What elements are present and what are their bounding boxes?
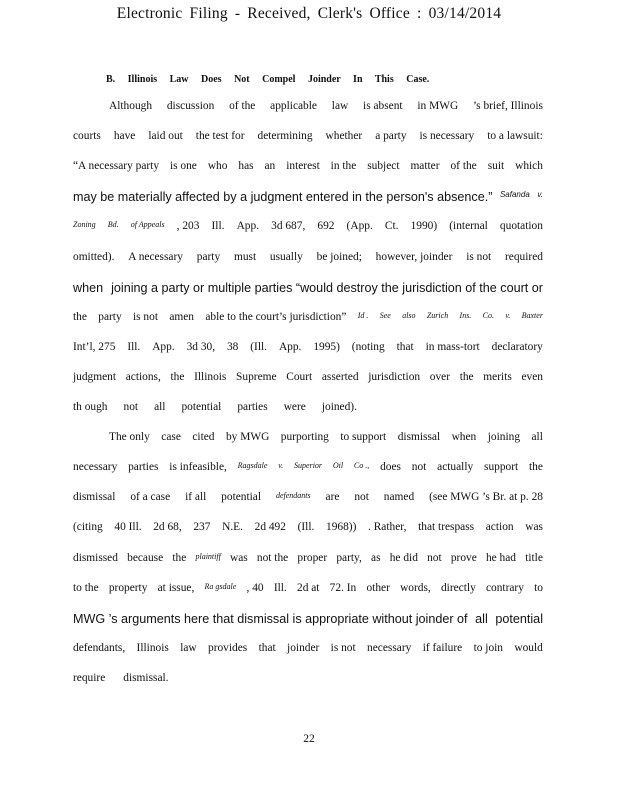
- text-segment: however, joinder: [375, 250, 453, 263]
- text-segment: if all: [185, 491, 207, 504]
- text-line: [73, 431, 543, 443]
- text-segment: in mass-tort: [425, 340, 480, 353]
- text-line: [73, 281, 543, 295]
- text-segment: defendants: [275, 491, 311, 501]
- text-line: [73, 371, 543, 383]
- text-segment: Zoning: [73, 220, 96, 230]
- text-segment: matter: [410, 160, 440, 173]
- page-number: 22: [303, 733, 315, 745]
- text-segment: App.: [278, 340, 302, 353]
- text-segment: dismissal.: [123, 671, 169, 684]
- text-segment: defendants,: [73, 641, 126, 654]
- text-segment: words,: [400, 581, 431, 594]
- section-heading: B. Illinois Law Does Not Compel Joinder In This Case.: [106, 74, 430, 85]
- text-segment: (App.: [346, 220, 373, 233]
- text-segment: other: [366, 581, 390, 594]
- text-segment: Safanda: [499, 190, 530, 200]
- text-segment: The only: [109, 431, 150, 444]
- text-segment: App.: [152, 340, 175, 353]
- text-segment: is absent: [363, 100, 403, 112]
- text-segment: 2d 492: [254, 521, 286, 534]
- text-segment: declaratory: [491, 340, 543, 353]
- text-line: [73, 160, 543, 172]
- text-segment: 38: [226, 340, 239, 353]
- text-segment: is necessary: [419, 130, 475, 143]
- text-segment: ’s brief, Illinois: [473, 100, 543, 112]
- text-segment: which: [515, 160, 543, 173]
- text-segment: MWG ’s arguments here that dismissal is appropriate without joinder of: [73, 611, 468, 626]
- text-segment: dismissal: [73, 491, 116, 504]
- text-segment: of a case: [130, 491, 171, 504]
- text-segment: directly: [440, 581, 476, 594]
- text-line: [73, 311, 543, 323]
- text-segment: required: [505, 250, 543, 263]
- text-segment: (internal: [449, 220, 488, 233]
- text-segment: necessary: [367, 641, 412, 654]
- text-line: [73, 642, 543, 654]
- text-segment: purporting: [280, 431, 329, 444]
- text-segment: would: [514, 641, 543, 654]
- text-line: [73, 672, 543, 684]
- text-segment: may be materially affected by a judgment entered in the person's absence.”: [73, 190, 493, 205]
- text-segment: Co.: [482, 310, 494, 320]
- text-segment: courts: [73, 130, 101, 143]
- text-segment: th ough: [73, 401, 108, 413]
- text-segment: of Appeals: [130, 220, 165, 230]
- text-segment: when: [73, 280, 104, 295]
- text-segment: Illinois: [136, 641, 169, 654]
- text-segment: joined).: [321, 401, 357, 413]
- text-segment: was: [230, 551, 248, 564]
- text-segment: require: [73, 671, 106, 684]
- text-segment: all: [154, 401, 166, 413]
- text-segment: is not: [466, 250, 492, 263]
- text-segment: was: [525, 521, 543, 534]
- text-segment: potential: [221, 491, 262, 504]
- text-segment: dismissed: [73, 551, 118, 564]
- text-segment: the: [172, 551, 187, 564]
- text-segment: in MWG: [417, 100, 459, 112]
- text-segment: as: [371, 551, 381, 564]
- text-segment: determining: [257, 130, 313, 143]
- text-segment: Co .,: [353, 461, 370, 471]
- text-segment: discussion: [166, 100, 215, 112]
- text-segment: Ill.: [273, 581, 287, 594]
- text-segment: that: [396, 340, 414, 353]
- text-segment: be joined;: [316, 250, 362, 263]
- text-segment: (noting: [351, 340, 385, 353]
- text-segment: laid out: [148, 130, 183, 143]
- text-segment: Int’l, 275: [73, 340, 116, 353]
- text-segment: v.: [278, 461, 284, 471]
- text-segment: law: [180, 641, 197, 654]
- text-segment: 2d at: [297, 581, 320, 594]
- text-segment: joinder: [287, 641, 320, 654]
- text-segment: 3d 30,: [186, 340, 216, 353]
- text-segment: law: [331, 100, 349, 112]
- text-segment: able to the court’s jurisdiction”: [205, 310, 347, 323]
- text-line: [73, 190, 543, 204]
- text-segment: (Ill.: [250, 340, 268, 353]
- text-segment: the: [529, 461, 543, 474]
- text-line: [73, 100, 543, 112]
- text-segment: (see MWG ’s Br. at p. 28: [429, 491, 543, 504]
- text-line: [73, 251, 543, 263]
- text-segment: Ra gsdale: [204, 581, 237, 591]
- text-segment: all: [531, 431, 543, 444]
- text-segment: also: [402, 310, 416, 320]
- text-segment: v.: [505, 310, 511, 320]
- text-segment: to support: [340, 431, 387, 444]
- text-segment: subject: [367, 160, 400, 173]
- text-segment: that: [258, 641, 276, 654]
- text-segment: 692: [317, 220, 335, 233]
- text-segment: Ragsdale: [237, 461, 268, 471]
- text-segment: Supreme: [236, 370, 277, 383]
- text-segment: contrary: [485, 581, 524, 594]
- text-segment: 3d 687,: [271, 220, 306, 233]
- text-segment: title: [525, 551, 543, 564]
- text-segment: dismissal: [397, 431, 441, 444]
- text-segment: if failure: [422, 641, 463, 654]
- text-line: [73, 491, 543, 503]
- text-segment: proper: [297, 551, 328, 564]
- text-segment: App.: [236, 220, 260, 233]
- text-segment: because: [127, 551, 164, 564]
- text-segment: the: [170, 370, 185, 383]
- text-segment: named: [383, 491, 415, 504]
- text-segment: 40 Ill.: [114, 521, 142, 534]
- text-segment: not the: [256, 551, 289, 564]
- text-segment: of the: [450, 160, 477, 173]
- text-segment: Ill.: [211, 220, 225, 233]
- text-segment: jurisdiction: [368, 370, 421, 383]
- text-segment: he had: [485, 551, 516, 564]
- text-segment: merits: [483, 370, 512, 383]
- text-segment: an: [264, 160, 276, 173]
- text-segment: Bd.: [107, 220, 119, 230]
- text-segment: not: [411, 461, 427, 474]
- text-line: [73, 341, 543, 353]
- text-segment: to a lawsuit:: [487, 130, 543, 143]
- text-segment: not: [123, 401, 139, 413]
- text-segment: are: [325, 491, 340, 504]
- text-segment: 72. In: [329, 581, 357, 594]
- text-segment: v.: [537, 190, 543, 200]
- text-segment: Illinois: [194, 370, 227, 383]
- text-segment: (citing: [73, 521, 103, 534]
- text-segment: have: [113, 130, 136, 143]
- text-segment: actions,: [125, 370, 161, 383]
- text-segment: interest: [286, 160, 320, 173]
- text-segment: Ill.: [127, 340, 141, 353]
- text-segment: provides: [208, 641, 248, 654]
- text-segment: cited: [192, 431, 215, 444]
- text-segment: A necessary: [128, 250, 183, 263]
- text-segment: 237: [193, 521, 211, 534]
- text-segment: is one: [169, 160, 197, 173]
- text-segment: is not: [330, 641, 356, 654]
- text-segment: in the: [330, 160, 357, 173]
- text-segment: does: [380, 461, 401, 474]
- text-segment: the test for: [195, 130, 245, 143]
- text-segment: party: [98, 310, 122, 323]
- text-segment: Superior: [294, 461, 323, 471]
- text-segment: party,: [336, 551, 362, 564]
- text-segment: 1990): [410, 220, 438, 233]
- text-segment: that trespass: [418, 521, 475, 534]
- text-segment: plaintiff: [195, 551, 221, 561]
- text-line: [73, 552, 543, 564]
- text-segment: actually: [437, 461, 474, 474]
- text-segment: were: [283, 401, 306, 413]
- text-segment: the: [73, 310, 87, 323]
- text-segment: See: [379, 310, 391, 320]
- text-segment: amen: [169, 310, 194, 323]
- text-line: [73, 582, 543, 594]
- text-segment: Ct.: [384, 220, 399, 233]
- text-segment: omitted).: [73, 250, 115, 263]
- text-line: [73, 401, 543, 413]
- text-segment: asserted: [321, 370, 359, 383]
- text-segment: joining a party or multiple parties “would destroy the jurisdiction of the court or: [111, 280, 543, 295]
- text-segment: 1995): [313, 340, 340, 353]
- text-segment: potential: [495, 611, 543, 626]
- text-segment: 1968)): [326, 521, 357, 534]
- text-segment: (Ill.: [297, 521, 315, 534]
- text-segment: to join: [473, 641, 504, 654]
- text-segment: quotation: [499, 220, 543, 233]
- text-segment: is not: [132, 310, 158, 323]
- text-segment: is infeasible,: [169, 461, 227, 474]
- text-segment: to the: [73, 581, 99, 594]
- text-segment: , 203: [176, 220, 200, 233]
- text-segment: joining: [487, 431, 521, 444]
- text-segment: support: [484, 461, 519, 474]
- text-line: [73, 521, 543, 533]
- text-segment: action: [485, 521, 514, 534]
- text-segment: Baxter: [521, 310, 543, 320]
- text-segment: property: [108, 581, 148, 594]
- text-segment: parties: [128, 461, 159, 474]
- text-segment: , 40: [246, 581, 264, 594]
- text-segment: Oil: [332, 461, 344, 471]
- text-line: [73, 461, 543, 473]
- text-segment: Although: [109, 100, 153, 112]
- text-segment: Court: [286, 370, 313, 383]
- text-segment: even: [521, 370, 543, 383]
- text-segment: Id .: [357, 310, 369, 320]
- text-segment: has: [238, 160, 254, 173]
- text-segment: all: [475, 611, 488, 626]
- text-segment: prove: [450, 551, 477, 564]
- text-segment: a party: [375, 130, 407, 143]
- text-segment: by MWG: [225, 431, 270, 444]
- text-segment: at issue,: [157, 581, 195, 594]
- text-segment: 2d 68,: [153, 521, 182, 534]
- text-segment: not: [427, 551, 442, 564]
- text-segment: . Rather,: [368, 521, 407, 534]
- text-segment: potential: [181, 401, 222, 413]
- text-segment: case: [161, 431, 181, 444]
- text-segment: when: [451, 431, 477, 444]
- text-segment: not: [354, 491, 369, 504]
- filing-header: Electronic Filing - Received, Clerk's Office : 03/14/2014: [116, 5, 502, 22]
- text-segment: N.E.: [222, 521, 243, 534]
- text-segment: necessary: [73, 461, 118, 474]
- text-segment: he did: [389, 551, 418, 564]
- text-segment: usually: [269, 250, 303, 263]
- text-segment: parties: [237, 401, 268, 413]
- text-segment: to: [534, 581, 543, 594]
- text-segment: over: [429, 370, 451, 383]
- text-segment: the: [459, 370, 474, 383]
- text-segment: must: [233, 250, 257, 263]
- text-line: [73, 220, 543, 232]
- text-line: [73, 130, 543, 142]
- text-segment: Ins.: [459, 310, 472, 320]
- text-segment: who: [207, 160, 228, 173]
- text-segment: of the: [229, 100, 256, 112]
- text-segment: “A necessary party: [73, 160, 160, 173]
- text-segment: judgment: [73, 370, 117, 383]
- text-segment: Zurich: [426, 310, 449, 320]
- text-segment: party: [196, 250, 221, 263]
- text-line: [73, 612, 543, 626]
- text-segment: whether: [325, 130, 363, 143]
- text-segment: suit: [487, 160, 505, 173]
- text-segment: applicable: [270, 100, 317, 112]
